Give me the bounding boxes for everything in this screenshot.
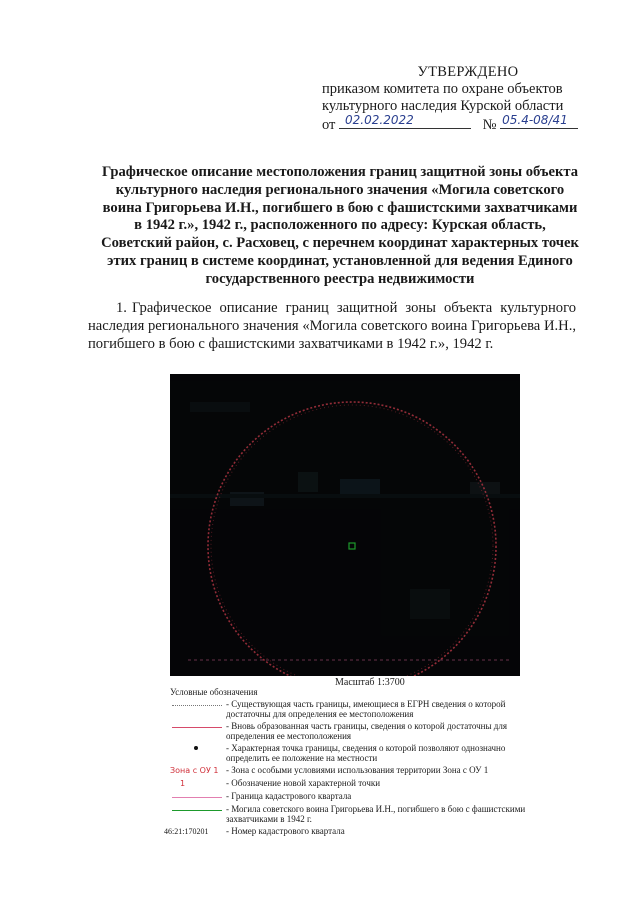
cadastral-number-symbol [164, 826, 226, 838]
legend-title: Условные обозначения [170, 687, 258, 697]
legend-text: - Обозначение новой характерной точки [226, 777, 381, 788]
legend-text: - Характерная точка границы, сведения о которой позволяют однозначно определить ее положение на местности [226, 742, 506, 763]
section-number: 1. [116, 300, 127, 316]
legend-item [170, 721, 530, 742]
section-paragraph [88, 300, 576, 353]
legend-text: - Граница кадастрового квартала [226, 790, 352, 801]
legend-text: - Могила советского воина Григорьева И.Н., погибшего в бою с фашистскими захватчиками в 1942 г. [226, 803, 526, 824]
legend-item [170, 791, 530, 803]
point-number-symbol [170, 778, 226, 790]
satellite-map [170, 374, 520, 676]
legend-text: - Номер кадастрового квартала [226, 825, 345, 836]
approval-line2: культурного наследия Курской области [322, 98, 564, 114]
dotted-line-symbol [170, 699, 226, 711]
pink-line-symbol [170, 791, 226, 803]
terrain-texture [170, 374, 520, 676]
legend-text: - Существующая часть границы, имеющиеся в ЕГРН сведения о которой достаточны для определения ее местоположения [226, 698, 506, 719]
from-prefix: от [322, 117, 336, 133]
zone-label: Зона с ОУ 1 [170, 765, 219, 775]
legend-text: - Зона с особыми условиями использования территории Зона с ОУ 1 [226, 764, 489, 775]
legend-text: - Вновь образованная часть границы, сведения о которой достаточны для определения ее местоположения [226, 720, 507, 741]
black-dot-symbol [170, 743, 226, 755]
number-prefix: № [482, 117, 497, 133]
approval-line1: приказом комитета по охране объектов [322, 81, 563, 97]
approval-block [300, 64, 600, 134]
legend [164, 687, 530, 839]
handwritten-number: 05.4-08/41 [502, 113, 568, 127]
approval-date-line [300, 115, 600, 134]
handwritten-date: 02.02.2022 [345, 113, 414, 127]
legend-item [170, 743, 530, 764]
legend-item [164, 825, 530, 838]
point-number-label: 1 [180, 778, 186, 788]
map-scale: Масштаб 1:3700 [335, 677, 405, 688]
approval-title: УТВЕРЖДЕНО [417, 64, 519, 80]
number-signature-field [500, 115, 578, 134]
zone-label-symbol [170, 765, 226, 777]
red-line-symbol [170, 721, 226, 733]
legend-item [170, 765, 530, 777]
date-signature-field [339, 115, 471, 134]
section-text: Графическое описание границ защитной зоны объекта культурного наследия регионального значения «Могила советского воина Григорьева И.Н., погибшего в бою с фашистскими захватчиками в 1942 г.», 1942 г. [88, 300, 576, 352]
cadastral-number-label: 46:21:170201 [164, 826, 209, 836]
legend-item [170, 778, 530, 790]
green-line-symbol [170, 804, 226, 816]
map-graphic [170, 374, 520, 676]
legend-item [170, 699, 530, 720]
legend-item [170, 804, 530, 825]
document-heading: Графическое описание местоположения границ защитной зоны объекта культурного наследия регионального значения «Могила советского воина Григорьева И.Н., погибшего в бою с фашистскими захватчиками в 1942 г.», 1942 г., расположенного по адресу: Курская область, Советский район, с. Расховец, с перечнем координат характерных точек этих границ в системе координат, установленной для ведения Единого государственного реестра недвижимости [101, 164, 579, 287]
